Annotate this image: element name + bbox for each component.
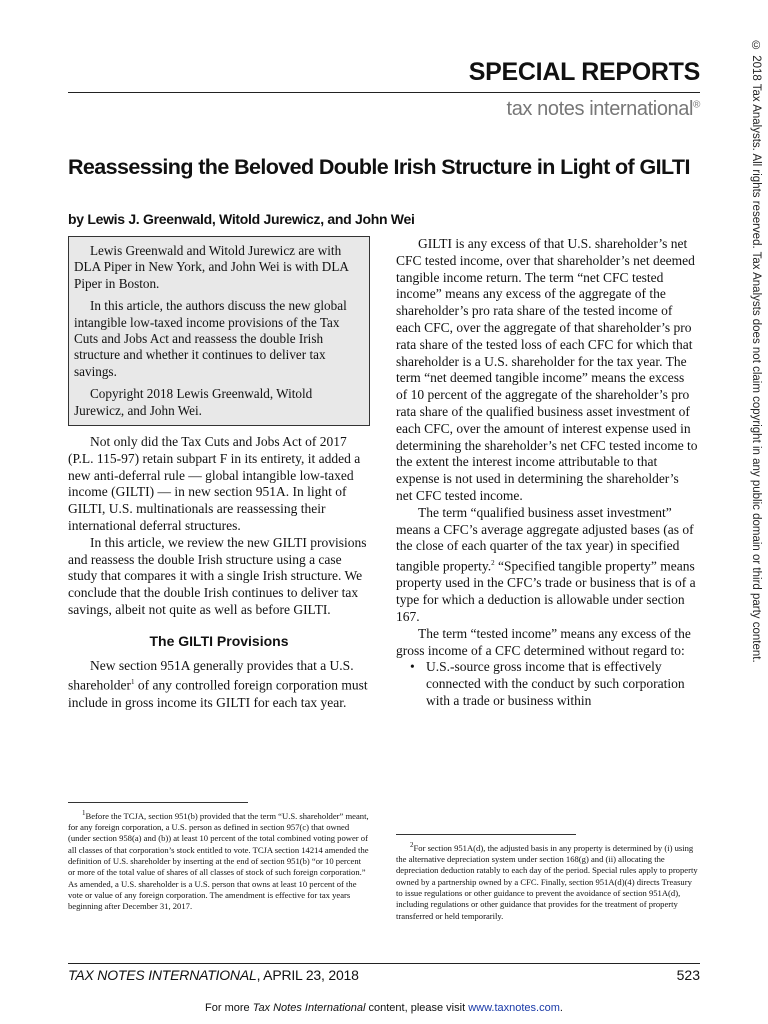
left-column xyxy=(68,236,370,712)
body-paragraph: The term “tested income” means any excess of the gross income of a CFC determined without regard to: xyxy=(396,625,691,658)
abstract-copyright: Copyright 2018 Lewis Greenwald, Witold Jurewicz, and John Wei. xyxy=(74,386,313,418)
footer-divider xyxy=(68,963,700,964)
body-paragraph xyxy=(396,505,698,626)
page-number: 523 xyxy=(676,967,700,983)
section-header: SPECIAL REPORTS xyxy=(468,58,700,86)
notice-text: content, please visit xyxy=(365,1002,469,1014)
section-heading: The GILTI Provisions xyxy=(149,632,289,649)
body-paragraph: Not only did the Tax Cuts and Jobs Act of 2017 (P.L. 115-97) retain subpart F in its entirety, it added a new anti-deferral rule — global intangible low-taxed income (GILTI) — in new section 951A. In light of GILTI, U.S. multinationals are reassessing their international deferral structures. xyxy=(68,434,361,534)
more-content-notice xyxy=(0,1002,768,1014)
footer-journal xyxy=(68,967,359,983)
publication-brand xyxy=(507,98,700,121)
footnote-text xyxy=(68,808,370,913)
registered-mark: ® xyxy=(693,99,700,111)
paragraph-text: The term “qualified business asset investment” means a CFC’s average aggregate adjusted bases (as of the close of each quarter of the tax year) in specified tangible property. xyxy=(396,504,694,574)
footnote-mark: 1 xyxy=(82,809,86,817)
right-column xyxy=(396,236,698,710)
journal-name: TAX NOTES INTERNATIONAL xyxy=(68,967,257,983)
footnote-ref[interactable]: 2 xyxy=(491,559,495,568)
body-paragraph xyxy=(68,658,370,712)
body-paragraph: GILTI is any excess of that U.S. shareholder’s net CFC tested income, over that shareholder’s net deemed tangible income return. The term “net CFC tested income” means any excess of the aggregate of the shareholder’s pro rata share of the tested income of each CFC, over the aggregate of that shareholder’s pro rata share of the tested loss of each CFC for which that shareholder is a U.S. shareholder for the tax year. The term “net deemed tangible income” means the excess of 10 percent of the aggregate of the shareholder’s pro rata share of the qualified business asset investment of each CFC, over the amount of interest expense used in determining the shareholder’s net CFC tested income to the extent the interest income attributable to that expense is not used in determining the shareholder’s net CFC tested income. xyxy=(396,236,698,503)
footnote-mark: 2 xyxy=(410,841,414,849)
footnote-1 xyxy=(68,808,370,913)
body-paragraph: In this article, we review the new GILTI provisions and reassess the double Irish structure using a case study that compares it with a single Irish structure. We conclude that the double Irish continues to deliver tax savings, albeit not quite as well as before GILTI. xyxy=(68,534,367,618)
taxnotes-link[interactable]: www.taxnotes.com xyxy=(468,1002,560,1014)
notice-text: For more xyxy=(205,1002,253,1014)
footnote-divider xyxy=(68,802,248,803)
notice-publication: Tax Notes International xyxy=(252,1002,366,1014)
paragraph-text: of any controlled foreign corporation must include in gross income its GILTI for each tax year. xyxy=(68,677,368,710)
brand-name: tax notes international xyxy=(506,98,694,120)
header-divider xyxy=(68,92,700,93)
copyright-sidebar: © 2018 Tax Analysts. All rights reserved. Tax Analysts does not claim copyright in any public domain or third party content. xyxy=(750,40,762,663)
footnote-body: Before the TCJA, section 951(b) provided that the term “U.S. shareholder” meant, for any foreign corporation, a U.S. person as defined in section 957(c) that owned (under section 958(a) and (b)) at least 10 percent of the total combined voting power of all classes of that corporation’s stock entitled to vote. TCJA section 14214 amended the definition of U.S. shareholder by inserting at the end of section 951(b) “or 10 percent or more of the total value of shares of all classes of stock of such foreign corporation.” As amended, a U.S. shareholder is a U.S. person that owns at least 10 percent of the vote or value of any foreign corporation. The amendment is effective for tax years beginning after December 31, 2017. xyxy=(68,810,369,912)
paragraph-text: “Specified tangible property” means property used in the CFC’s trade or business that is of a type for which a deduction is allowable under section 167. xyxy=(396,558,696,625)
author-affiliation: Lewis Greenwald and Witold Jurewicz are with DLA Piper in New York, and John Wei is with DLA Piper in Boston. xyxy=(74,243,349,291)
abstract-summary: In this article, the authors discuss the new global intangible low-taxed income provisions of the Tax Cuts and Jobs Act and reassess the double Irish structure and whether it continues to deliver tax savings. xyxy=(74,298,347,379)
bullet-mark: • xyxy=(410,659,415,675)
bullet-text: U.S.-source gross income that is effectively connected with the conduct by such corporation with a trade or business within xyxy=(426,659,685,709)
author-abstract-box xyxy=(68,236,370,426)
footnote-body: For section 951A(d), the adjusted basis in any property is determined by (i) using the alternative depreciation system under section 168(g) and (ii) allocating the depreciation deduction ratably to each day of the period. Special rules apply to property owned by a partnership owned by a CFC. Finally, section 951A(d)(4) directs Treasury to issue regulations or other guidance to prevent the avoidance of section 951A(d), including regulations or other guidance that provides for the treatment of property transferred or held temporarily. xyxy=(396,842,698,921)
issue-date: , APRIL 23, 2018 xyxy=(256,967,359,983)
byline: by Lewis J. Greenwald, Witold Jurewicz, and John Wei xyxy=(68,211,415,227)
footnote-text xyxy=(396,840,698,922)
paragraph-text: New section 951A generally provides that a U.S. shareholder xyxy=(68,657,354,693)
footnote-divider xyxy=(396,834,576,835)
notice-text: . xyxy=(559,1002,563,1014)
footnote-ref[interactable]: 1 xyxy=(130,678,135,687)
article-title: Reassessing the Beloved Double Irish Structure in Light of GILTI xyxy=(68,155,690,179)
bullet-item xyxy=(410,659,698,709)
footnote-2 xyxy=(396,840,698,922)
